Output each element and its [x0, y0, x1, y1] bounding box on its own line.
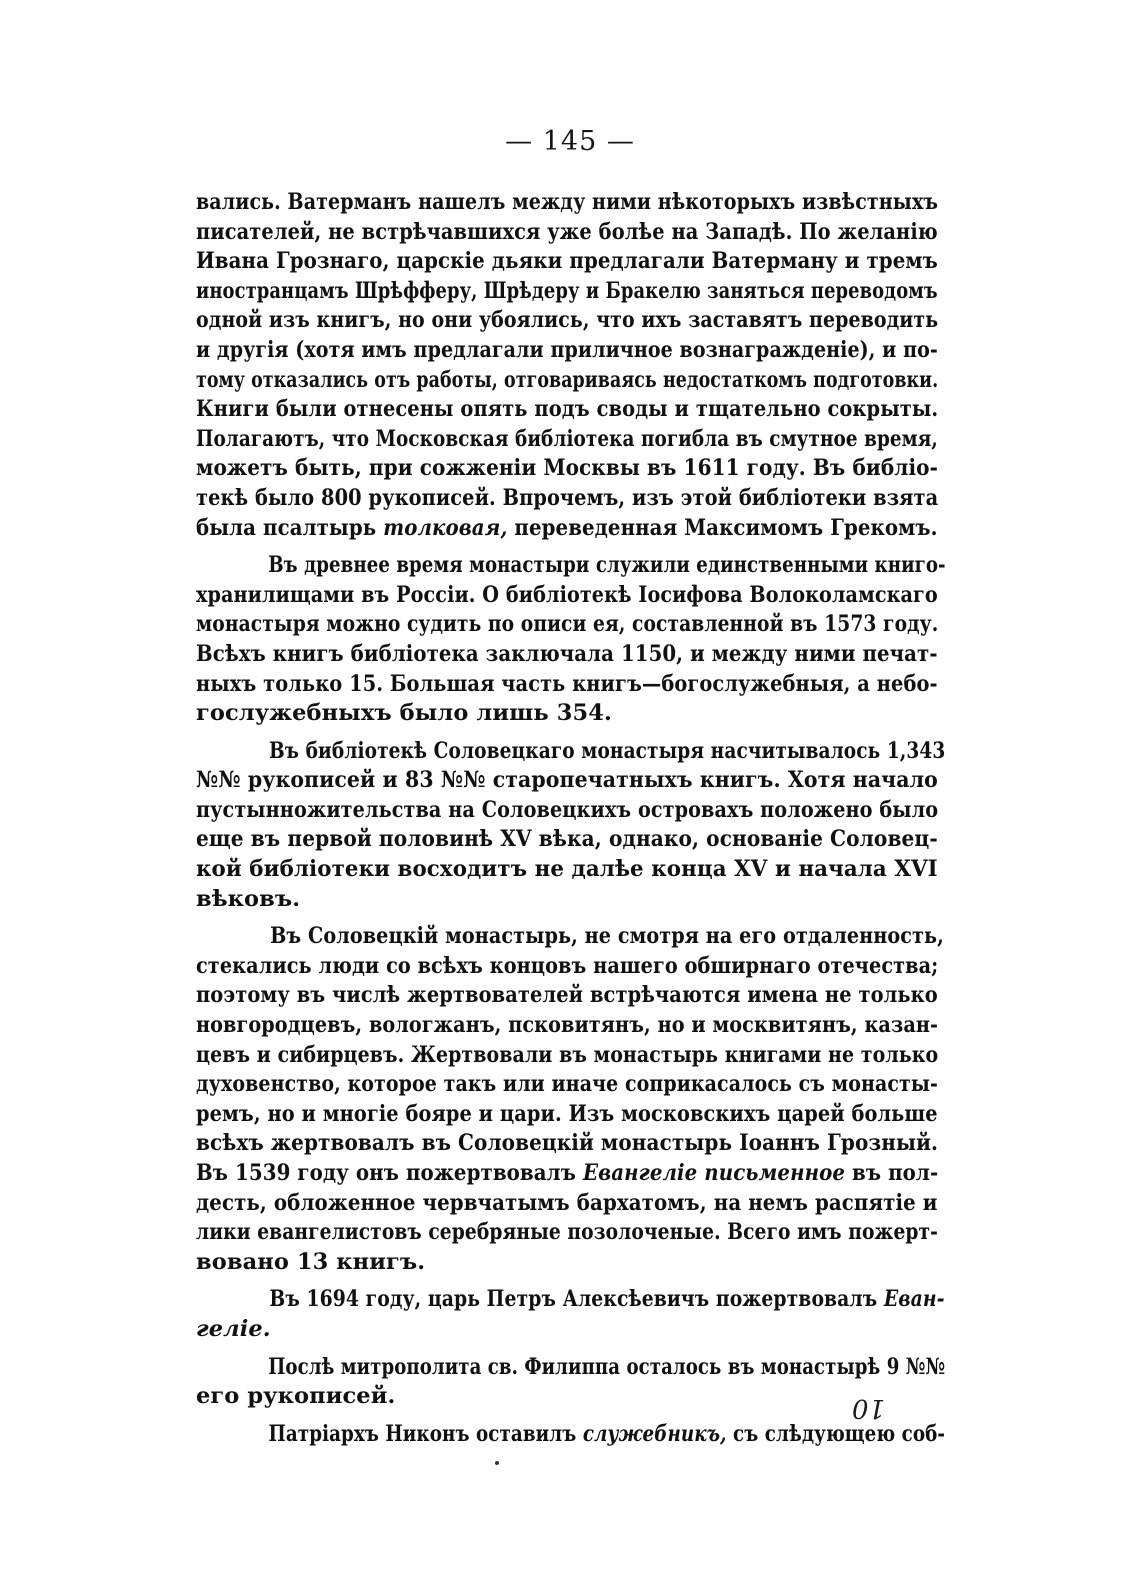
text-line: еще въ первой половинѣ XV вѣка, однако, основаніе Соловец-: [196, 826, 938, 853]
text-line: его рукописей.: [196, 1383, 396, 1410]
text-line: всѣхъ жертвовалъ въ Соловецкій монастырь Іоаннъ Грозный.: [196, 1130, 939, 1157]
text-line: №№ рукописей и 83 №№ старопечатныхъ книгъ. Хотя начало: [196, 767, 938, 794]
text-line: [196, 514, 938, 544]
text-line: текѣ было 800 рукописей. Впрочемъ, изъ этой библіотеки взята: [196, 484, 939, 511]
italic-term: Еван-: [883, 1286, 945, 1313]
page-number: — 145 —: [505, 126, 635, 157]
paragraph-6: [196, 1353, 946, 1412]
text-line: кой библіотеки восходитъ не далѣе конца XV и начала XVI: [196, 856, 938, 883]
body-text: [196, 188, 946, 1457]
text-line: десть, обложенное червчатымъ бархатомъ, на немъ распятіе и: [196, 1189, 938, 1216]
italic-term: толковая,: [383, 514, 508, 541]
text-line: иностранцамъ Шрѣфферу, Шрѣдеру и Бракелю заняться переводомъ: [196, 277, 938, 304]
text-line: Книги были отнесены опять подъ своды и тщательно сокрыты.: [196, 396, 939, 423]
signature-mark: 10: [852, 1393, 886, 1423]
paragraph-1: [196, 188, 938, 543]
text-run: переведенная Максимомъ Грекомъ.: [507, 514, 938, 541]
text-run: въ пол-: [845, 1160, 939, 1186]
text-line: ныхъ только 15. Большая часть книгъ—богослужебныя, а небо-: [196, 670, 938, 697]
text-line: Полагаютъ, что Московская библіотека погибла въ смутное время,: [196, 425, 938, 452]
text-line: монастыря можно судить по описи ея, составленной въ 1573 году.: [196, 611, 939, 638]
text-line: вовано 13 книгъ.: [196, 1248, 426, 1275]
text-line: Въ древнее время монастыри служили единственными книго-: [268, 552, 946, 579]
text-line: Въ Соловецкій монастырь, не смотря на его отдаленность,: [270, 923, 944, 950]
text-run: Въ 1694 году, царь Петръ Алексѣевичъ пожертвовалъ: [269, 1286, 884, 1313]
text-line: лики евангелистовъ серебряные позолоченые. Всего имъ пожерт-: [196, 1219, 939, 1246]
paragraph-2: [196, 551, 946, 729]
text-line: вѣковъ.: [196, 885, 301, 912]
text-line: [196, 1420, 946, 1450]
text-line: Въ библіотекѣ Соловецкаго монастыря насчитывалось 1,343: [268, 737, 946, 764]
text-line: цевъ и сибирцевъ. Жертвовали въ монастырь книгами не только: [196, 1041, 939, 1068]
text-run: Патріархъ Никонъ оставилъ: [268, 1420, 583, 1447]
text-line: ремъ, но и многіе бояре и цари. Изъ московскихъ царей больше: [196, 1100, 938, 1127]
text-line: одной изъ книгъ, но они убоялись, что ихъ заставятъ переводить: [196, 307, 939, 334]
text-line: поэтому въ числѣ жертвователей встрѣчаются имена не только: [196, 982, 938, 1009]
text-line: писателей, не встрѣчавшихся уже болѣе на Западѣ. По желанію: [196, 218, 938, 245]
text-line: [196, 1285, 945, 1315]
text-line: гослужебныхъ было лишь 354.: [196, 700, 612, 727]
text-line: [196, 1159, 938, 1189]
text-line: можетъ быть, при сожженіи Москвы въ 1611 году. Въ библіо-: [196, 455, 938, 482]
text-line: тому отказались отъ работы, отговариваясь недостаткомъ подготовки.: [196, 366, 939, 393]
text-line: вались. Ватерманъ нашелъ между ними нѣкоторыхъ извѣстныхъ: [196, 189, 939, 215]
paragraph-5: [196, 1285, 945, 1344]
text-line: геліе.: [196, 1315, 271, 1342]
text-run: Въ 1539 году онъ пожертвовалъ: [196, 1160, 583, 1186]
paragraph-4: [196, 922, 944, 1277]
italic-term: служебникъ,: [582, 1420, 727, 1447]
paragraph-3: [196, 737, 946, 915]
text-line: пустынножительства на Соловецкихъ островахъ положено было: [196, 796, 939, 823]
text-line: духовенство, которое такъ или иначе соприкасалось съ монасты-: [196, 1071, 938, 1098]
text-line: Послѣ митрополита св. Филиппа осталось въ монастырѣ 9 №№: [268, 1353, 946, 1380]
print-dot: [495, 1461, 499, 1465]
text-line: Всѣхъ книгъ библіотека заключала 1150, и между ними печат-: [196, 640, 938, 667]
italic-term: Евангеліе письменное: [582, 1160, 846, 1186]
text-run: съ слѣдующею соб-: [726, 1420, 946, 1447]
text-run: была псалтырь: [196, 514, 384, 541]
text-line: и другія (хотя имъ предлагали приличное вознагражденіе), и по-: [196, 336, 938, 363]
text-line: стекались люди со всѣхъ концовъ нашего обширнаго отечества;: [196, 952, 939, 979]
paragraph-7: [196, 1420, 946, 1450]
text-line: хранилищами въ Россіи. О библіотекѣ Іосифова Волоколамскаго: [196, 581, 938, 608]
text-line: новгородцевъ, вологжанъ, псковитянъ, но и москвитянъ, казан-: [196, 1012, 939, 1039]
text-line: Ивана Грознаго, царскіе дьяки предлагали Ватерману и тремъ: [196, 248, 938, 275]
